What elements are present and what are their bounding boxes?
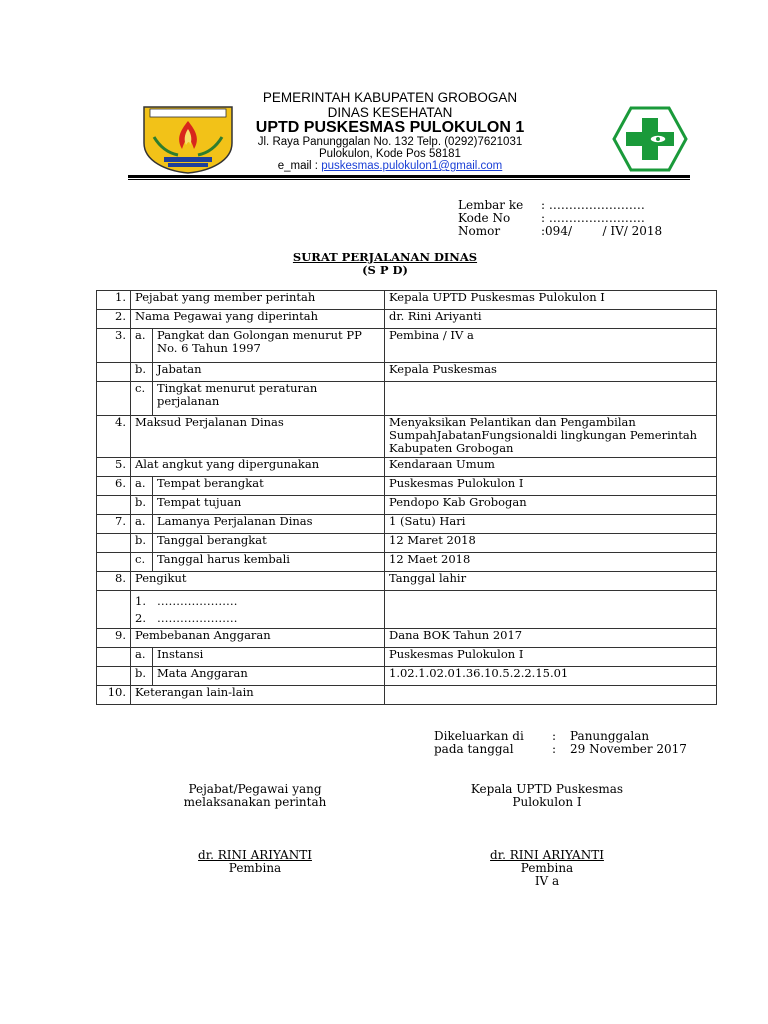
row-sub: b. xyxy=(131,667,153,686)
row-sub: a. xyxy=(131,648,153,667)
sign-right-title-1: Kepala UPTD Puskesmas xyxy=(470,782,624,796)
row-number: 7. xyxy=(97,515,131,534)
row-number: 3. xyxy=(97,329,131,363)
table-row xyxy=(97,363,717,382)
row-number: 4. xyxy=(97,416,131,458)
row-label: Jabatan xyxy=(153,363,385,382)
row-value: 1 (Satu) Hari xyxy=(385,515,717,534)
issued-date: 29 November 2017 xyxy=(570,742,687,756)
row-label: Tanggal berangkat xyxy=(153,534,385,553)
table-row xyxy=(97,591,717,629)
row-value xyxy=(385,382,717,416)
row-value xyxy=(385,591,717,629)
row-label: Tanggal harus kembali xyxy=(153,553,385,572)
header-email-line xyxy=(180,160,600,172)
row-number: 9. xyxy=(97,629,131,648)
header-department: DINAS KESEHATAN xyxy=(327,105,453,120)
row-value: Pembina / IV a xyxy=(385,329,717,363)
row-label: Pengikut xyxy=(131,572,385,591)
issued-place: Panunggalan xyxy=(570,729,650,743)
ref-lembar-value: : …………………… xyxy=(541,198,645,212)
email-label: e_mail : xyxy=(277,160,322,172)
row-number xyxy=(97,382,131,416)
header-address: Jl. Raya Panunggalan No. 132 Telp. (0292)7621031 xyxy=(257,136,523,148)
table-row xyxy=(97,648,717,667)
table-row xyxy=(97,382,717,416)
ref-kode-label: Kode No xyxy=(458,211,511,225)
row-label: Nama Pegawai yang diperintah xyxy=(131,310,385,329)
sign-right-title-2: Pulokulon I xyxy=(512,795,582,809)
row-value: Dana BOK Tahun 2017 xyxy=(385,629,717,648)
row-number xyxy=(97,496,131,515)
row-number xyxy=(97,553,131,572)
table-row xyxy=(97,667,717,686)
ref-nomor-label: Nomor xyxy=(458,224,501,238)
row-number: 10. xyxy=(97,686,131,705)
ref-kode-value: : …………………… xyxy=(541,211,645,225)
table-row xyxy=(97,553,717,572)
row-label: Mata Anggaran xyxy=(153,667,385,686)
row-sub: b. xyxy=(131,496,153,515)
row-sub: a. xyxy=(131,329,153,363)
row-value: Kepala Puskesmas xyxy=(385,363,717,382)
header-institution: UPTD PUSKESMAS PULOKULON 1 xyxy=(255,119,525,136)
table-row xyxy=(97,329,717,363)
issued-date-label: pada tanggal xyxy=(434,742,514,756)
row-sub: a. xyxy=(131,515,153,534)
row-value xyxy=(385,686,717,705)
sign-left-title-2: melaksanakan perintah xyxy=(183,795,327,809)
table-row xyxy=(97,534,717,553)
ref-lembar-label: Lembar ke xyxy=(458,198,524,212)
row-number: 5. xyxy=(97,458,131,477)
row-label: Pangkat dan Golongan menurut PP No. 6 Tahun 1997 xyxy=(153,329,385,363)
row-sub: c. xyxy=(131,553,153,572)
row-label xyxy=(131,591,385,629)
row-value: Menyaksikan Pelantikan dan Pengambilan SumpahJabatanFungsionaldi lingkungan Pemerintah Kabupaten Grobogan xyxy=(385,416,717,458)
row-value: Puskesmas Pulokulon I xyxy=(385,477,717,496)
row-value: 1.02.1.02.01.36.10.5.2.2.15.01 xyxy=(385,667,717,686)
ref-nomor-value: :094/ / IV/ 2018 xyxy=(541,224,663,238)
doc-subtitle: (S P D) xyxy=(362,263,408,277)
row-label: Tingkat menurut peraturan perjalanan xyxy=(153,382,385,416)
row-sub: a. xyxy=(131,477,153,496)
table-row xyxy=(97,477,717,496)
follower-item: 1. ………………… xyxy=(135,594,238,608)
row-label: Lamanya Perjalanan Dinas xyxy=(153,515,385,534)
sign-right-name: dr. RINI ARIYANTI xyxy=(490,848,604,862)
row-value: Pendopo Kab Grobogan xyxy=(385,496,717,515)
sign-right-rank: Pembina xyxy=(520,861,574,875)
puskesmas-logo xyxy=(612,106,688,172)
table-row xyxy=(97,572,717,591)
table-row xyxy=(97,310,717,329)
row-label: Pejabat yang member perintah xyxy=(131,291,385,310)
table-row xyxy=(97,458,717,477)
row-number: 6. xyxy=(97,477,131,496)
sign-left-name: dr. RINI ARIYANTI xyxy=(198,848,312,862)
doc-title: SURAT PERJALANAN DINAS xyxy=(292,250,478,264)
header-postal: Pulokulon, Kode Pos 58181 xyxy=(319,148,461,160)
row-value: dr. Rini Ariyanti xyxy=(385,310,717,329)
table-row xyxy=(97,291,717,310)
row-number xyxy=(97,667,131,686)
row-label: Pembebanan Anggaran xyxy=(131,629,385,648)
spd-table xyxy=(96,290,717,705)
header-rule-thick xyxy=(128,175,690,178)
table-row xyxy=(97,629,717,648)
row-value: Kepala UPTD Puskesmas Pulokulon I xyxy=(385,291,717,310)
row-value: 12 Maet 2018 xyxy=(385,553,717,572)
row-label: Alat angkut yang dipergunakan xyxy=(131,458,385,477)
table-row xyxy=(97,496,717,515)
sign-left-title-1: Pejabat/Pegawai yang xyxy=(188,782,322,796)
email-link[interactable]: puskesmas.pulokulon1@gmail.com xyxy=(321,160,503,172)
row-number: 2. xyxy=(97,310,131,329)
row-label: Keterangan lain-lain xyxy=(131,686,385,705)
row-number xyxy=(97,363,131,382)
row-label: Tempat berangkat xyxy=(153,477,385,496)
row-sub: b. xyxy=(131,534,153,553)
row-number: 8. xyxy=(97,572,131,591)
row-label: Tempat tujuan xyxy=(153,496,385,515)
row-value: 12 Maret 2018 xyxy=(385,534,717,553)
row-number xyxy=(97,591,131,629)
row-number xyxy=(97,534,131,553)
row-number xyxy=(97,648,131,667)
header-rule-thin xyxy=(128,179,690,180)
sign-left-rank: Pembina xyxy=(228,861,282,875)
table-row xyxy=(97,686,717,705)
row-label: Instansi xyxy=(153,648,385,667)
sign-right-grade: IV a xyxy=(534,874,560,888)
issued-place-colon: : xyxy=(552,729,557,743)
row-number: 1. xyxy=(97,291,131,310)
table-row xyxy=(97,515,717,534)
issued-place-label: Dikeluarkan di xyxy=(434,729,524,743)
row-value: Kendaraan Umum xyxy=(385,458,717,477)
row-value: Tanggal lahir xyxy=(385,572,717,591)
follower-item: 2. ………………… xyxy=(135,611,238,625)
issued-date-colon: : xyxy=(552,742,557,756)
table-row xyxy=(97,416,717,458)
row-sub: b. xyxy=(131,363,153,382)
row-value: Puskesmas Pulokulon I xyxy=(385,648,717,667)
header-government: PEMERINTAH KABUPATEN GROBOGAN xyxy=(262,90,518,105)
row-label: Maksud Perjalanan Dinas xyxy=(131,416,385,458)
row-sub: c. xyxy=(131,382,153,416)
